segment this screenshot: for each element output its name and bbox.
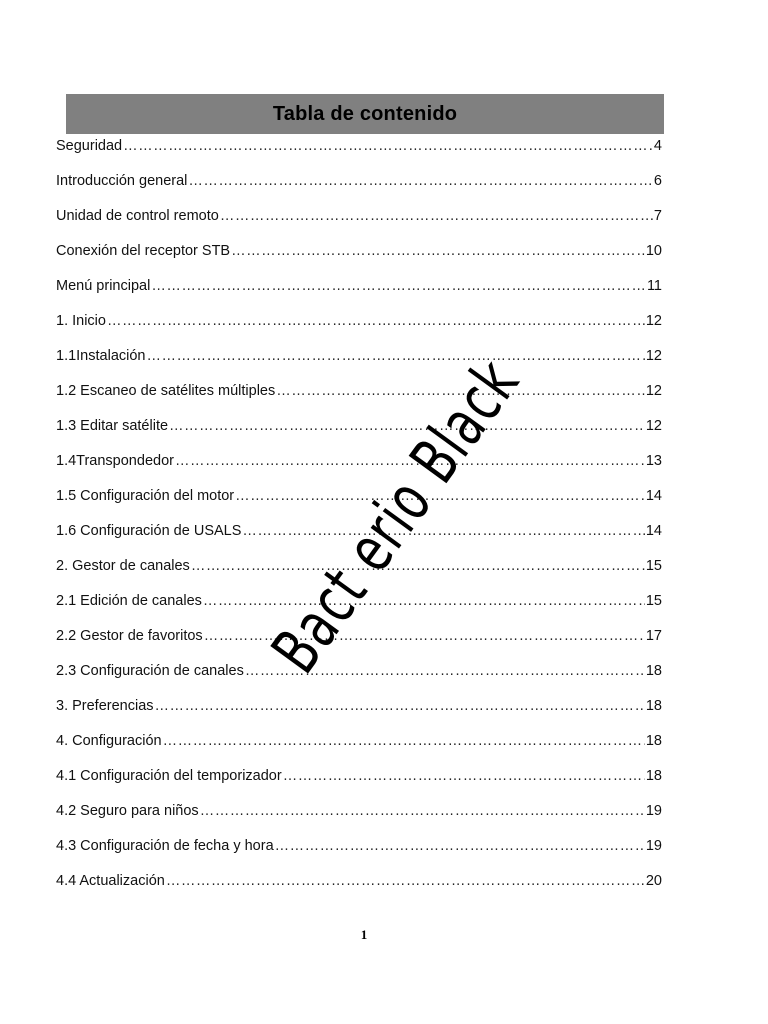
toc-entry-label: 1.3 Editar satélite — [56, 418, 169, 434]
toc-dot-leader — [203, 593, 645, 609]
toc-entry-page: 10 — [645, 243, 662, 259]
toc-entry-label: 1.5 Configuración del motor — [56, 488, 235, 504]
toc-dot-leader — [231, 243, 645, 259]
toc-entry[interactable] — [56, 243, 662, 278]
toc-dot-leader — [163, 733, 645, 749]
toc-list — [56, 138, 662, 908]
toc-dot-leader — [276, 383, 645, 399]
toc-entry-label: 2.2 Gestor de favoritos — [56, 628, 203, 644]
toc-header-bar — [66, 94, 664, 134]
toc-entry-label: 4.2 Seguro para niños — [56, 803, 199, 819]
toc-dot-leader — [275, 838, 645, 854]
toc-entry-page: 18 — [645, 698, 662, 714]
toc-entry-label: 1.4Transpondedor — [56, 453, 174, 469]
toc-entry[interactable] — [56, 523, 662, 558]
toc-entry[interactable] — [56, 383, 662, 418]
toc-entry-page: 12 — [645, 418, 662, 434]
toc-entry[interactable] — [56, 768, 662, 803]
page-number: 1 — [360, 927, 368, 942]
toc-entry[interactable] — [56, 348, 662, 383]
toc-entry[interactable] — [56, 628, 662, 663]
toc-entry[interactable] — [56, 138, 662, 173]
toc-entry-page: 18 — [645, 733, 662, 749]
toc-entry-label: Seguridad — [56, 138, 123, 154]
toc-dot-leader — [242, 523, 644, 539]
toc-entry-label: 4.1 Configuración del temporizador — [56, 768, 282, 784]
toc-entry[interactable] — [56, 698, 662, 733]
toc-entry[interactable] — [56, 558, 662, 593]
toc-entry-label: 4. Configuración — [56, 733, 162, 749]
toc-entry-label: Introducción general — [56, 173, 188, 189]
toc-entry-label: 1. Inicio — [56, 313, 106, 329]
toc-entry-page: 6 — [653, 173, 662, 189]
toc-entry-label: Unidad de control remoto — [56, 208, 219, 224]
toc-entry-page: 17 — [645, 628, 662, 644]
toc-dot-leader — [175, 453, 645, 469]
toc-entry[interactable] — [56, 453, 662, 488]
toc-entry-label: 1.6 Configuración de USALS — [56, 523, 242, 539]
toc-entry-page: 12 — [645, 348, 662, 364]
toc-entry-page: 18 — [645, 663, 662, 679]
toc-entry-label: 2.1 Edición de canales — [56, 593, 202, 609]
toc-dot-leader — [107, 313, 645, 329]
toc-entry[interactable] — [56, 663, 662, 698]
toc-entry-label: 4.4 Actualización — [56, 873, 165, 889]
toc-dot-leader — [155, 698, 645, 714]
toc-entry-page: 15 — [645, 593, 662, 609]
toc-entry[interactable] — [56, 593, 662, 628]
toc-entry-page: 12 — [645, 313, 662, 329]
toc-dot-leader — [283, 768, 645, 784]
toc-title: Tabla de contenido — [272, 102, 458, 125]
toc-entry-page: 4 — [653, 138, 662, 154]
toc-dot-leader — [123, 138, 653, 154]
toc-entry-page: 14 — [645, 523, 662, 539]
toc-entry-page: 19 — [645, 803, 662, 819]
toc-entry[interactable] — [56, 838, 662, 873]
toc-entry-page: 15 — [645, 558, 662, 574]
toc-dot-leader — [188, 173, 653, 189]
toc-dot-leader — [220, 208, 649, 224]
toc-entry-label: 2.3 Configuración de canales — [56, 663, 244, 679]
toc-entry[interactable] — [56, 803, 662, 838]
toc-entry-page: .7 — [649, 208, 662, 224]
toc-entry-page: 19 — [645, 838, 662, 854]
toc-entry-page: 14 — [645, 488, 662, 504]
toc-entry[interactable] — [56, 733, 662, 768]
toc-dot-leader — [166, 873, 645, 889]
toc-dot-leader — [200, 803, 645, 819]
toc-entry[interactable] — [56, 208, 662, 243]
toc-entry-label: 1.2 Escaneo de satélites múltiples — [56, 383, 276, 399]
toc-entry[interactable] — [56, 173, 662, 208]
toc-dot-leader — [151, 278, 646, 294]
toc-entry-page: 18 — [645, 768, 662, 784]
toc-entry-label: 2. Gestor de canales — [56, 558, 190, 574]
toc-entry-label: 3. Preferencias — [56, 698, 154, 714]
toc-entry[interactable] — [56, 488, 662, 523]
toc-entry-label: Menú principal — [56, 278, 151, 294]
toc-entry-page: 20 — [645, 873, 662, 889]
toc-entry-label: 1.1Instalación — [56, 348, 146, 364]
toc-dot-leader — [235, 488, 645, 504]
toc-entry-label: 4.3 Configuración de fecha y hora — [56, 838, 274, 854]
watermark-text: Bact erio Black — [258, 346, 535, 687]
toc-dot-leader — [204, 628, 645, 644]
toc-entry-label: Conexión del receptor STB — [56, 243, 231, 259]
toc-dot-leader — [169, 418, 645, 434]
toc-dot-leader — [146, 348, 644, 364]
toc-dot-leader — [245, 663, 645, 679]
toc-entry[interactable] — [56, 313, 662, 348]
toc-entry[interactable] — [56, 873, 662, 908]
toc-entry-page: 11 — [646, 278, 662, 294]
toc-entry-page: 13 — [645, 453, 662, 469]
toc-entry-page: 12 — [645, 383, 662, 399]
toc-dot-leader — [191, 558, 645, 574]
toc-entry[interactable] — [56, 278, 662, 313]
toc-entry[interactable] — [56, 418, 662, 453]
